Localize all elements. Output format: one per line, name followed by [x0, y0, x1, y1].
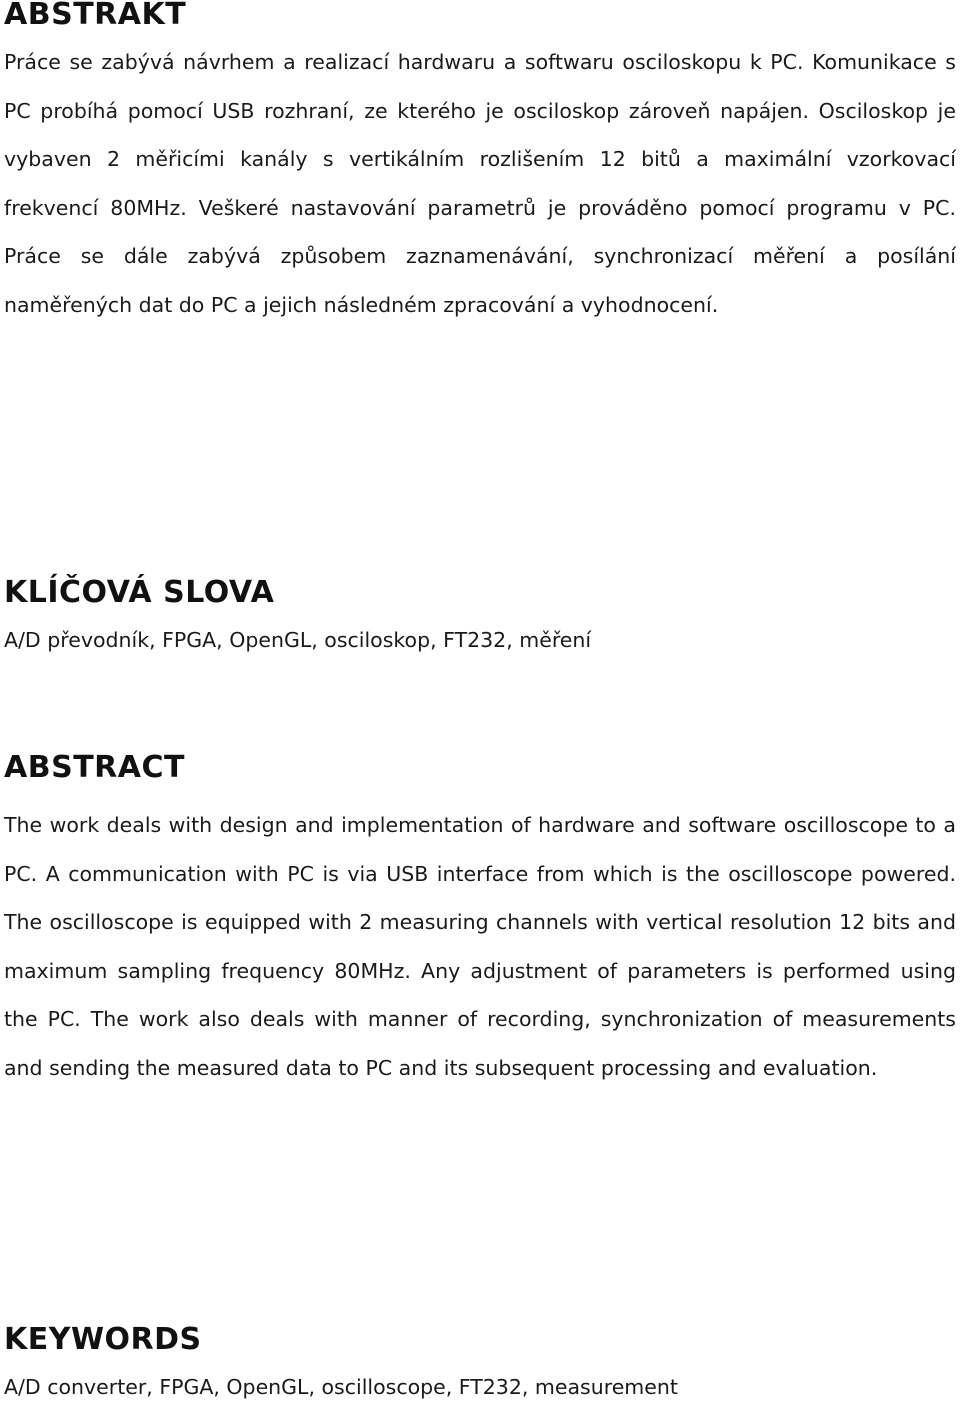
abstract-section [4, 750, 956, 1092]
klicova-slova-section [4, 575, 956, 654]
keywords-text: A/D converter, FPGA, OpenGL, oscilloscope, FT232, measurement [4, 1375, 678, 1399]
abstrakt-heading: ABSTRAKT [4, 0, 187, 32]
keywords-heading: KEYWORDS [4, 1322, 202, 1357]
document-page [4, 0, 956, 1408]
klicova-slova-heading: KLÍČOVÁ SLOVA [4, 575, 275, 610]
abstrakt-text: Práce se zabývá návrhem a realizací hardwaru a softwaru osciloskopu k PC. Komunikace s PC probíhá pomocí USB rozhraní, ze kterého je osciloskop zároveň napájen. Osciloskop je vybaven 2 měřicími kanály s vertikálním rozlišením 12 bitů a maximální vzorkovací frekvencí 80MHz. Veškeré nastavování parametrů je prováděno pomocí programu v PC. Práce se dále zabývá způsobem zaznamenávání, synchronizací měření a posílání naměřených dat do PC a jejich následném zpracování a vyhodnocení. [4, 50, 956, 317]
abstract-heading: ABSTRACT [4, 750, 185, 785]
keywords-section [4, 1322, 956, 1401]
abstrakt-section [4, 0, 956, 329]
abstract-text: The work deals with design and implementation of hardware and software oscilloscope to a PC. A communication with PC is via USB interface from which is the oscilloscope powered. The oscilloscope is equipped with 2 measuring channels with vertical resolution 12 bits and maximum sampling frequency 80MHz. Any adjustment of parameters is performed using the PC. The work also deals with manner of recording, synchronization of measurements and sending the measured data to PC and its subsequent processing and evaluation. [4, 813, 956, 1080]
klicova-slova-text: A/D převodník, FPGA, OpenGL, osciloskop, FT232, měření [4, 628, 592, 652]
